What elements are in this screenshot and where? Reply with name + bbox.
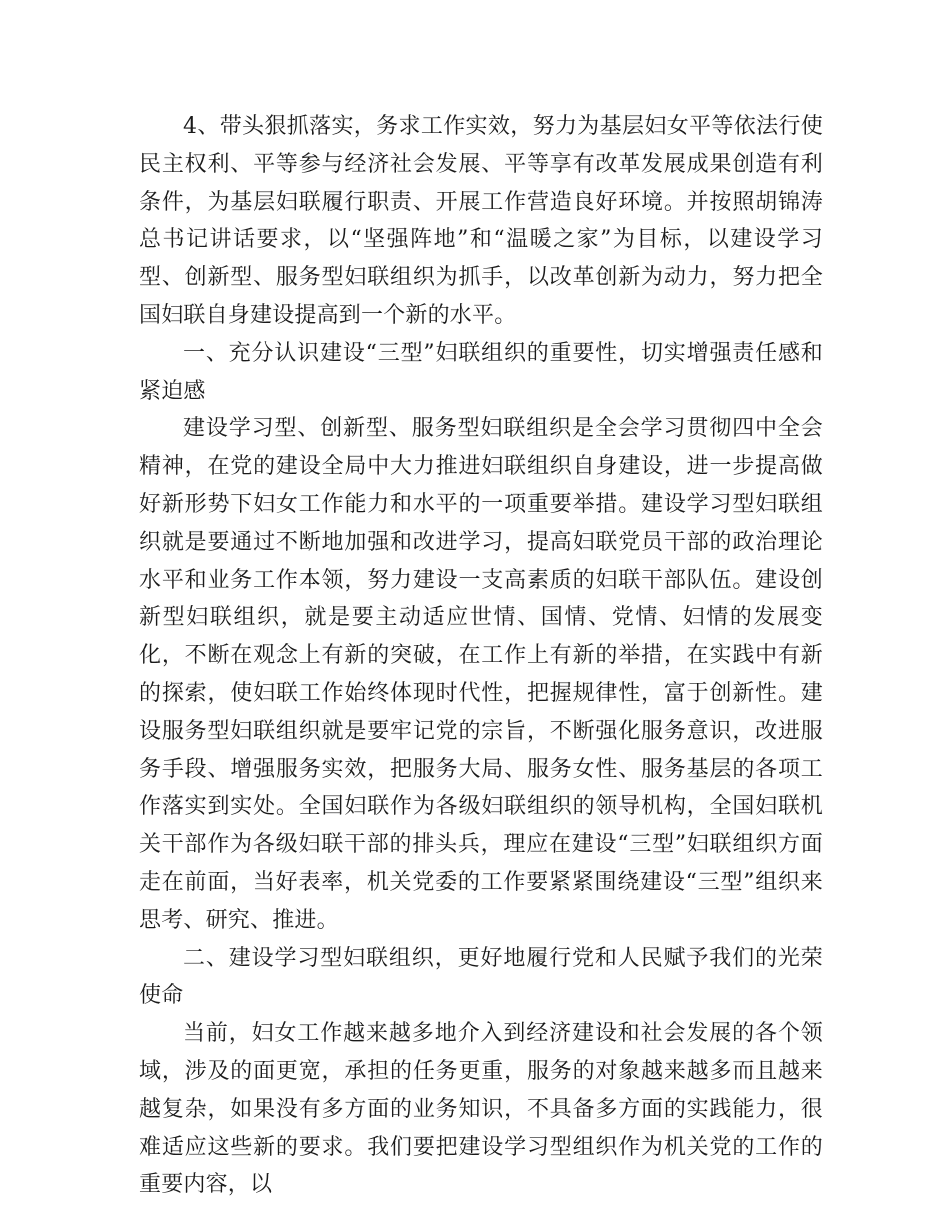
paragraph-learning-organization: 当前，妇女工作越来越多地介入到经济建设和社会发展的各个领域，涉及的面更宽，承担的任务更重，服务的对象越来越多而且越来越复杂，如果没有多方面的业务知识，不具备多方面的实践能力，很难适应这些新的要求。我们要把建设学习型组织作为机关党的工作的重要内容，以: [139, 1021, 823, 1198]
paragraph-three-types: 建设学习型、创新型、服务型妇联组织是全会学习贯彻四中全会精神，在党的建设全局中大力推进妇联组织自身建设，进一步提高做好新形势下妇女工作能力和水平的一项重要举措。建设学习型妇联组织就是要通过不断地加强和改进学习，提高妇联党员干部的政治理论水平和业务工作本领，努力建设一支高素质的妇联干部队伍。建设创新型妇联组织，就是要主动适应世情、国情、党情、妇情的发展变化，不断在观念上有新的突破，在工作上有新的举措，在实践中有新的探索，使妇联工作始终体现时代性，把握规律性，富于创新性。建设服务型妇联组织就是要牢记党的宗旨，不断强化服务意识，改进服务手段、增强服务实效，把服务大局、服务女性、服务基层的各项工作落实到实处。全国妇联作为各级妇联组织的领导机构，全国妇联机关干部作为各级妇联干部的排头兵，理应在建设“三型”妇联组织方面走在前面，当好表率，机关党委的工作要紧紧围绕建设“三型”组织来思考、研究、推进。: [139, 416, 823, 933]
paragraph-implementation: 4、带头狠抓落实，务求工作实效，努力为基层妇女平等依法行使民主权利、平等参与经济社会发展、平等享有改革发展成果创造有利条件，为基层妇联履行职责、开展工作营造良好环境。并按照胡锦涛总书记讲话要求，以“坚强阵地”和“温暖之家”为目标，以建设学习型、创新型、服务型妇联组织为抓手，以改革创新为动力，努力把全国妇联自身建设提高到一个新的水平。: [139, 114, 823, 328]
document-body: [139, 108, 823, 1204]
heading-section-two: 二、建设学习型妇联组织，更好地履行党和人民赋予我们的光荣使命: [139, 945, 823, 1009]
heading-section-one: 一、充分认识建设“三型”妇联组织的重要性，切实增强责任感和紧迫感: [139, 340, 823, 404]
